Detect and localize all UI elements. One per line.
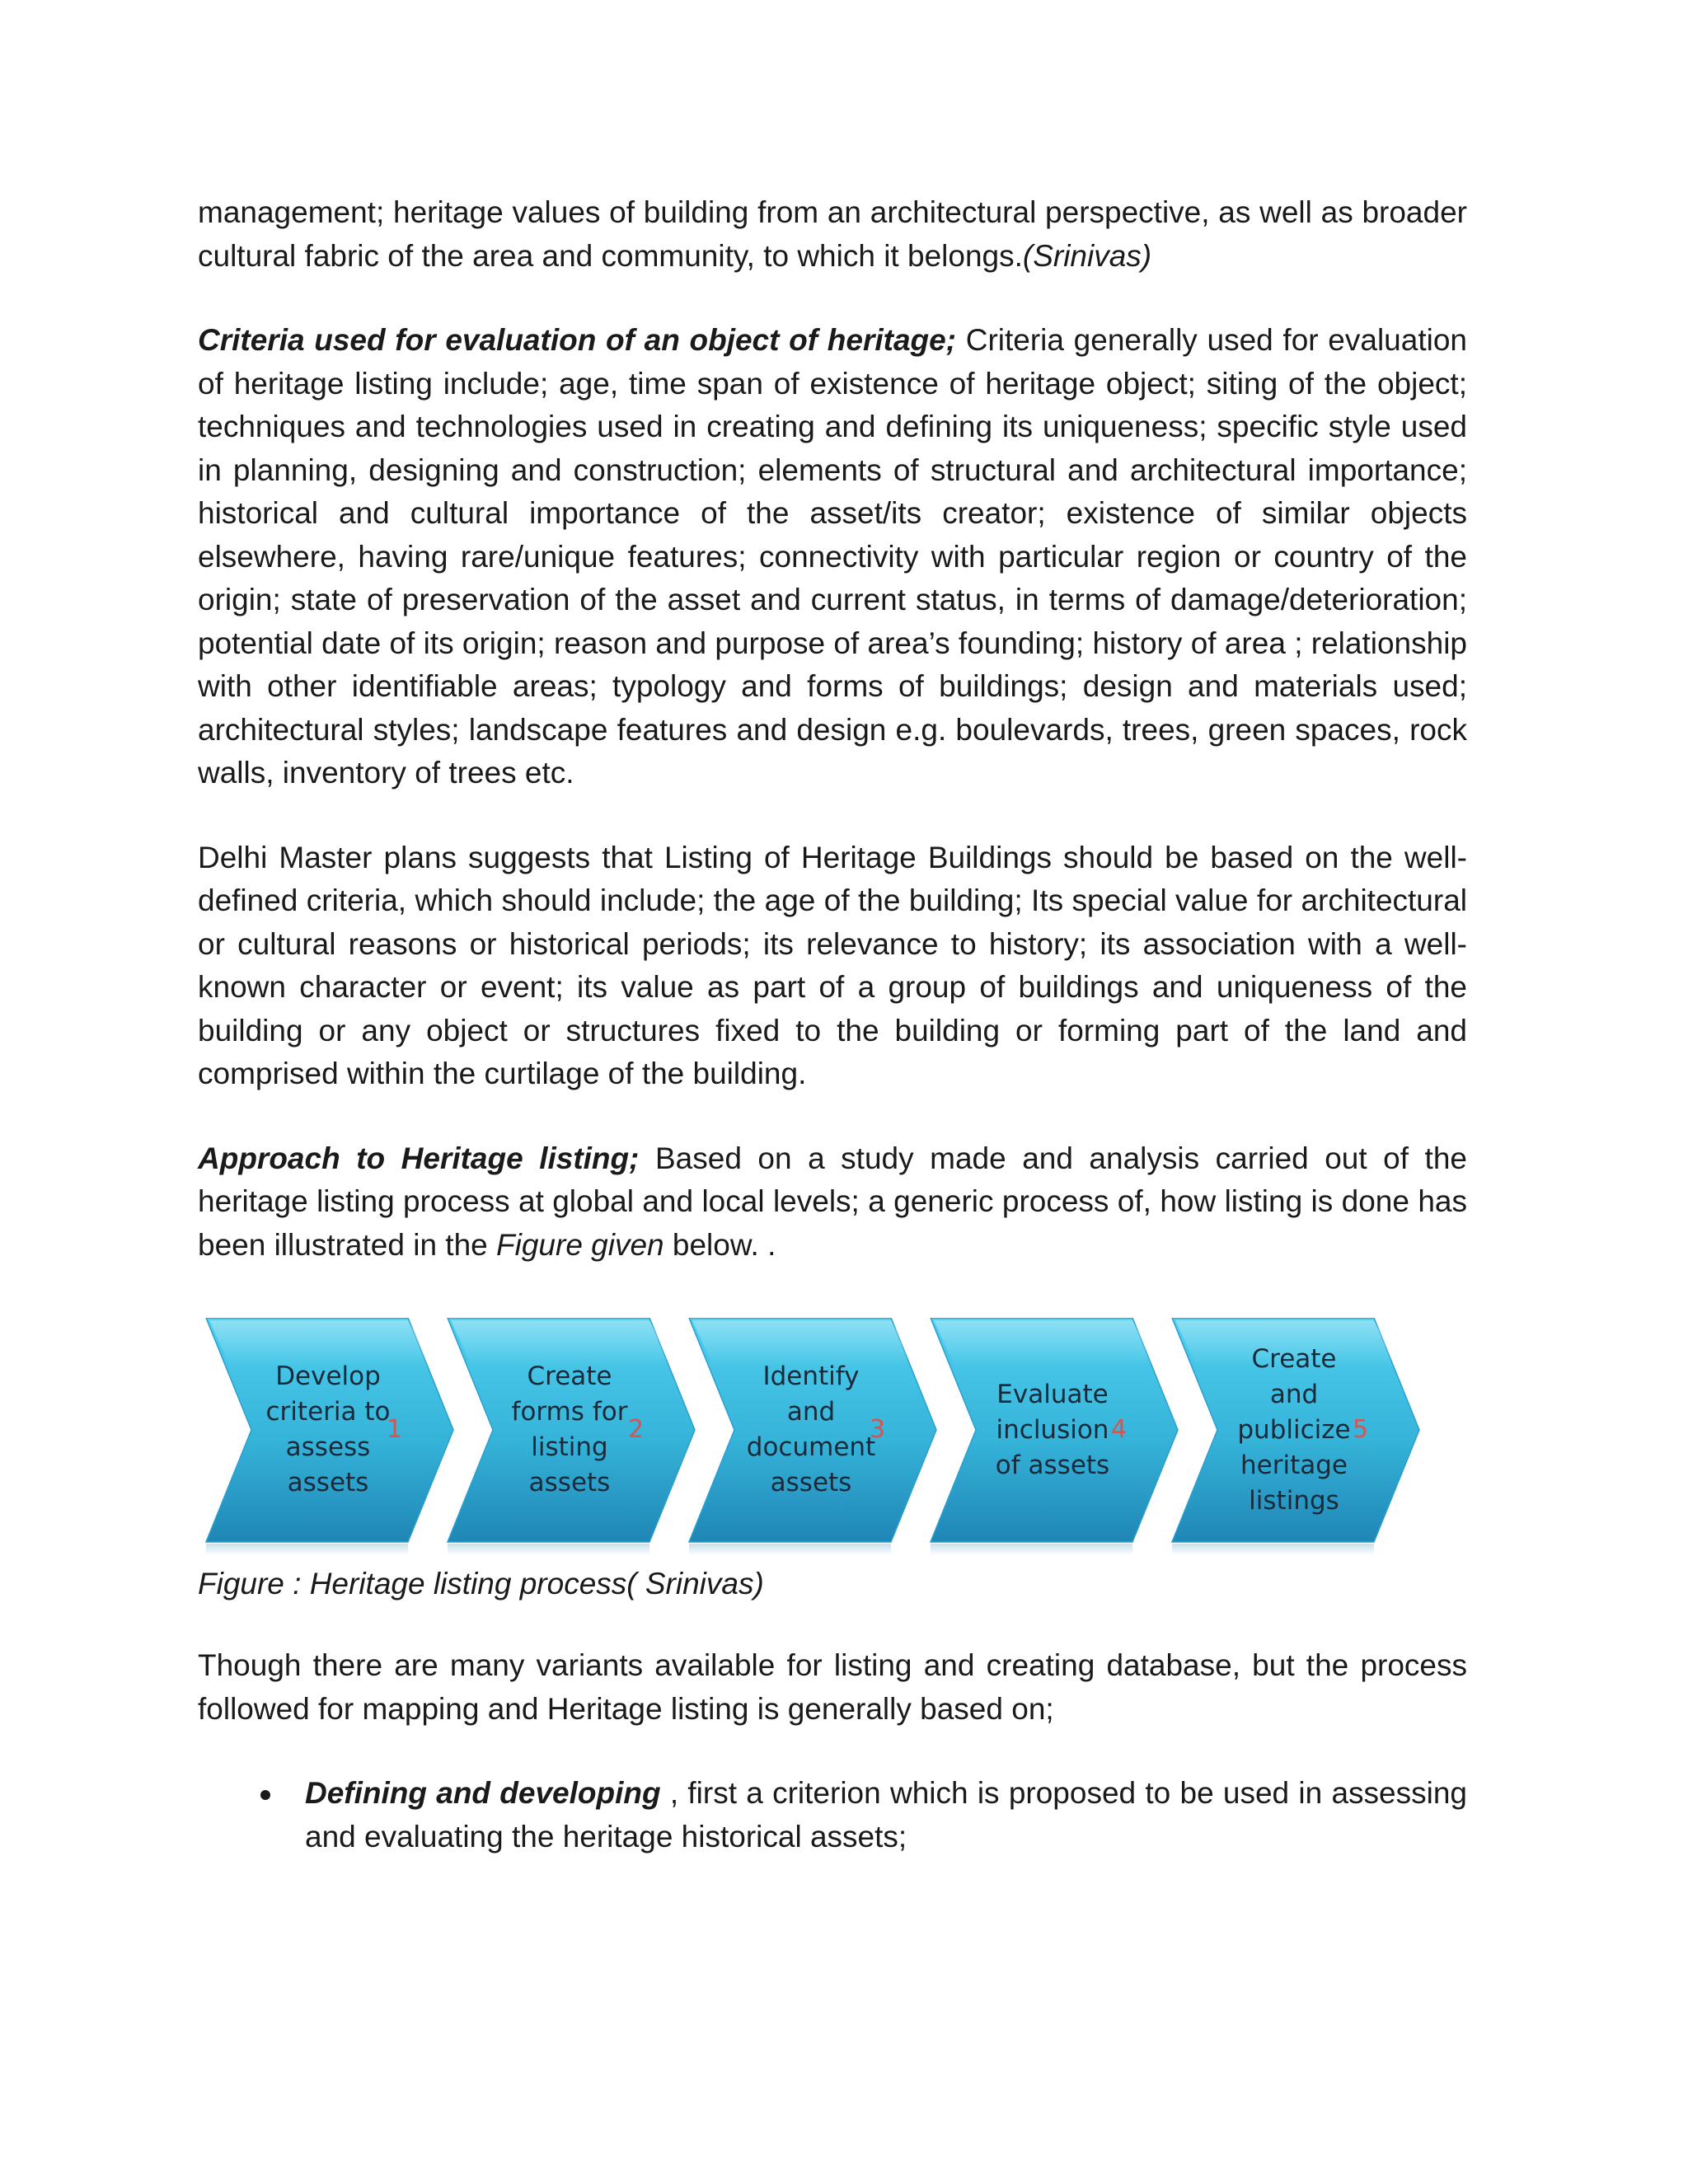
list-item [198, 1772, 1467, 1858]
process-step-number: 1 [387, 1415, 403, 1444]
paragraph-heritage-values [198, 191, 1467, 278]
paragraph-text: management; heritage values of building from an architectural perspective, as well as broader cultural fabric of the area and community, to which it belongs. [198, 195, 1467, 273]
bullet-body: , first a criterion which is proposed to be used in assessing and evaluating the heritage historical assets; [305, 1776, 1467, 1854]
process-step-label: Create forms for listing assets [511, 1361, 628, 1497]
document-page [198, 191, 1467, 1858]
bullet-text [305, 1772, 1467, 1858]
process-step-label: Identify and document assets [746, 1361, 876, 1497]
paragraph-text: Criteria generally used for evaluation of heritage listing include; age, time span of existence of heritage object; siting of the object; techniques and technologies used in creating and defining its uniqueness; specific style used in planning, designing and construction; elements of structural and architectural importance; historical and cultural importance of the asset/its creator; existence of similar objects elsewhere, having rare/unique features; connectivity with particular region or country of the origin; state of preservation of the asset and current status, in terms of damage/deterioration; potential date of its origin; reason and purpose of area’s founding; history of area ; relationship with other identifiable areas; typology and forms of buildings; design and materials used; architectural styles; landscape features and design e.g. boulevards, trees, green spaces, rock walls, inventory of trees etc. [198, 323, 1467, 790]
paragraph-delhi-master-plan [198, 837, 1467, 1096]
citation: (Srinivas) [1022, 238, 1152, 273]
process-step-number: 2 [628, 1415, 645, 1444]
process-step-label: Create and publicize heritage listings [1237, 1343, 1351, 1516]
chevron-reflection [206, 1544, 408, 1555]
process-step-number: 5 [1353, 1415, 1369, 1444]
bullet-heading: Defining and developing [305, 1776, 661, 1810]
paragraph-heading: Criteria used for evaluation of an object of heritage; [198, 323, 957, 357]
paragraph-text: Delhi Master plans suggests that Listing of Heritage Buildings should be based on the well-defined criteria, which should include; the age of the building; Its special value for architectural or cultural reasons or historical periods; its relevance to history; its association with a well-known character or event; its value as part of a group of buildings and uniqueness of the building or any object or structures fixed to the building or forming part of the land and comprised within the curtilage of the building. [198, 840, 1467, 1090]
paragraph-text: Though there are many variants available for listing and creating database, but the process followed for mapping and Heritage listing is generally based on; [198, 1648, 1467, 1726]
paragraph-text-end: below. . [663, 1227, 776, 1262]
process-step-label: Develop criteria to assess assets [265, 1361, 391, 1497]
paragraph-evaluation-criteria [198, 319, 1467, 795]
chevron-reflection [448, 1544, 649, 1555]
paragraph-process-basis [198, 1644, 1467, 1731]
chevron-reflection [689, 1544, 891, 1555]
paragraph-text: Based on a study made and analysis carried out of the heritage listing process at global and local levels; a generic process of, how listing is done has been illustrated in the [198, 1141, 1467, 1262]
chevron-reflection [931, 1544, 1132, 1555]
paragraph-approach [198, 1137, 1467, 1268]
chevron-reflection [1172, 1544, 1374, 1555]
figure-reference: Figure given [496, 1227, 664, 1262]
paragraph-heading: Approach to Heritage listing; [198, 1141, 640, 1175]
bullet-icon [260, 1790, 270, 1800]
process-figure [198, 1318, 1467, 1557]
process-step-number: 4 [1111, 1415, 1128, 1444]
bullet-list [198, 1772, 1467, 1858]
process-step-label: Evaluate inclusion of assets [995, 1379, 1110, 1480]
figure-caption: Figure : Heritage listing process( Srinivas) [198, 1567, 764, 1601]
process-step-number: 3 [870, 1415, 886, 1444]
